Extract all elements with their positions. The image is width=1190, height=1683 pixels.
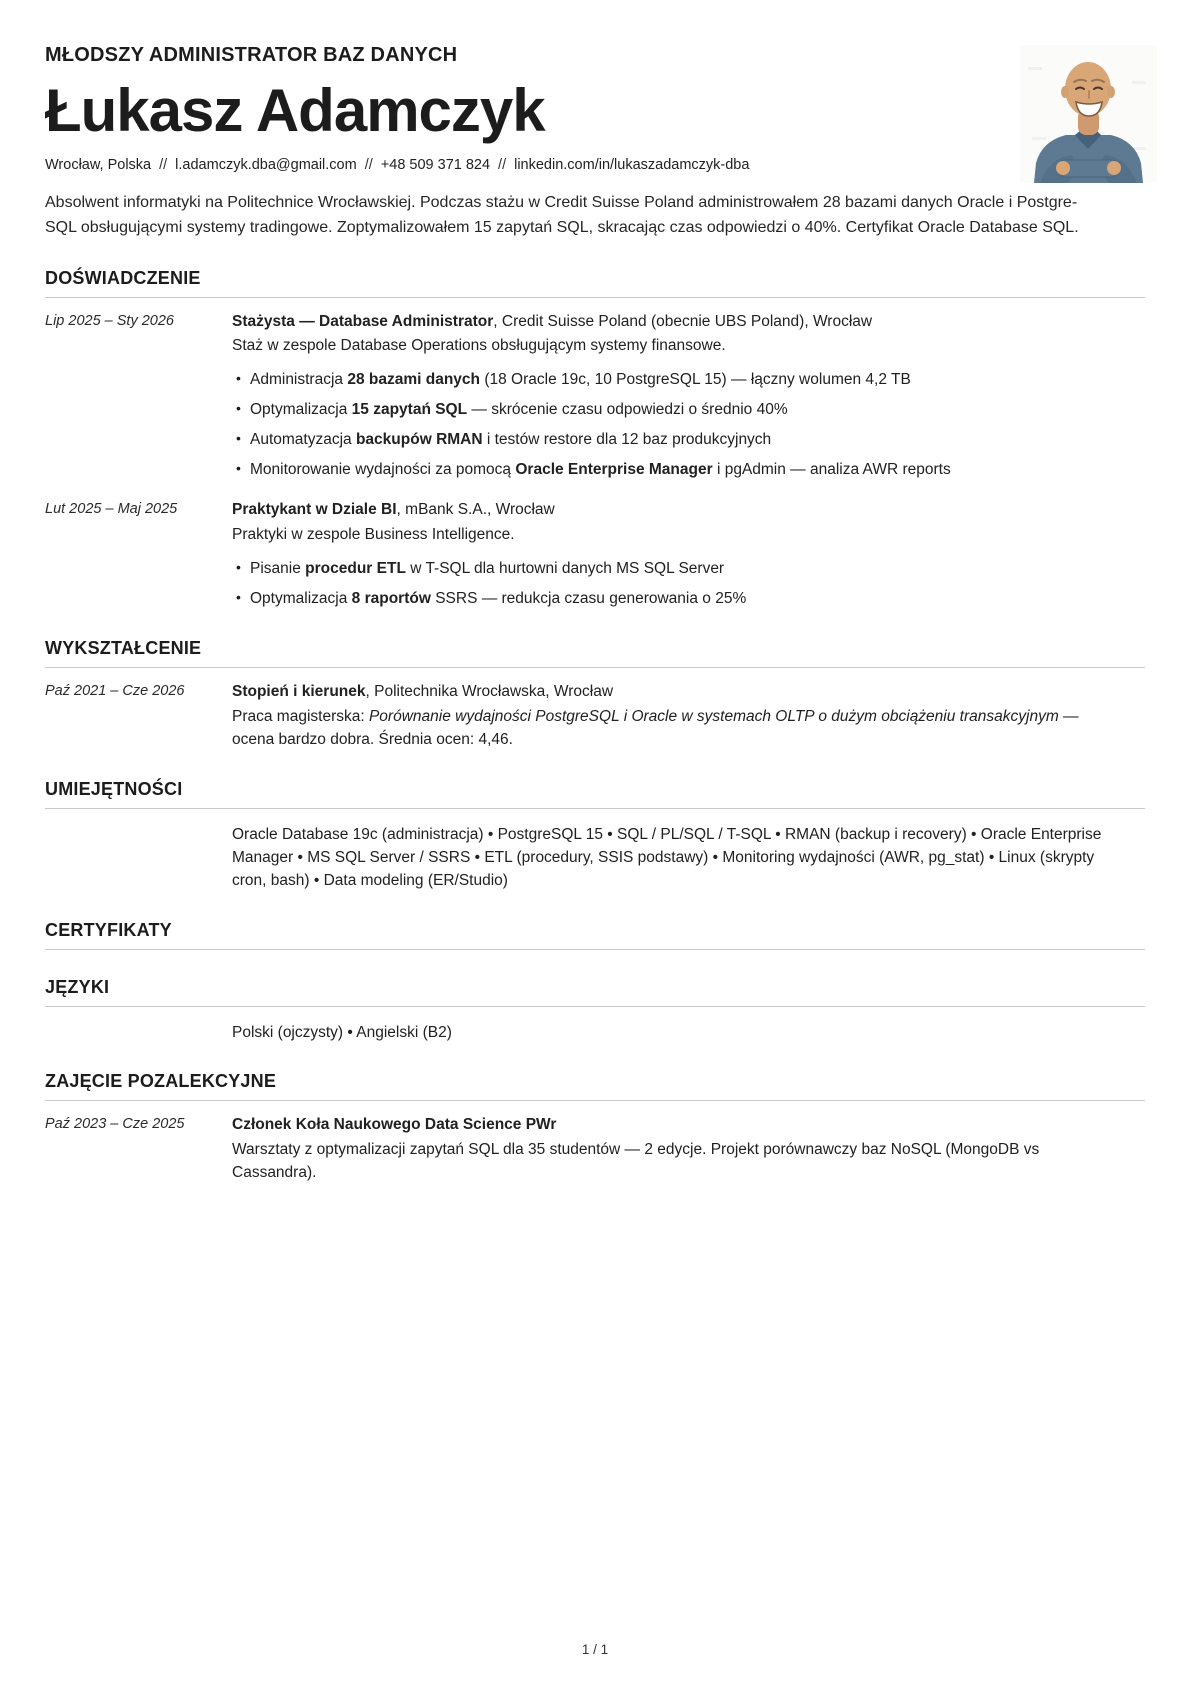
bold-text: backupów RMAN <box>355 431 483 449</box>
text-run: Polski (ojczysty) • Angielski (B2) <box>232 1023 452 1041</box>
contact-separator: // <box>364 157 373 173</box>
bullet-item <box>232 369 1104 392</box>
contact-separator: // <box>159 157 168 173</box>
contact-row <box>45 157 1145 173</box>
entry-row <box>45 681 1145 752</box>
entry-row <box>45 1114 1145 1185</box>
bold-text: 28 bazami danych <box>347 371 481 389</box>
text-run: — skrócenie czasu odpowiedzi o średnio 40% <box>467 401 788 419</box>
role-title: MŁODSZY ADMINISTRATOR BAZ DANYCH <box>45 44 458 66</box>
resume-section <box>45 268 1145 611</box>
section-divider <box>45 808 1145 809</box>
entry-content <box>232 822 1104 893</box>
entry-content <box>232 681 1104 752</box>
entry-row <box>45 499 1145 611</box>
entry-body <box>232 1022 1104 1045</box>
text-run: w T-SQL dla hurtowni danych MS SQL Server <box>405 560 725 578</box>
text-run: Pisanie <box>250 560 306 578</box>
entry-bullet-list <box>232 558 1104 611</box>
bullet-item <box>232 399 1104 422</box>
entry-content <box>232 1020 1104 1045</box>
entry-row <box>45 1020 1145 1045</box>
entry-subtitle: Staż w zespole Database Operations obsługującym systemy finansowe. <box>232 337 726 355</box>
entry-content <box>232 1114 1104 1185</box>
text-run: Praca magisterska: <box>232 707 369 725</box>
text-run: Warsztaty z optymalizacji zapytań SQL dla 35 studentów — 2 edycje. Projekt porównawczy baz NoSQL (MongoDB vs Cassandra). <box>232 1141 1040 1182</box>
summary <box>45 190 1145 241</box>
text-run: Optymalizacja <box>250 401 352 419</box>
bullet-item <box>232 588 1104 611</box>
text-run: , Credit Suisse Poland (obecnie UBS Poland), Wrocław <box>493 312 873 330</box>
entry-title <box>232 1114 1104 1137</box>
text-run: Automatyzacja <box>250 431 356 449</box>
entry-date: Paź 2021 – Cze 2026 <box>45 682 185 699</box>
section-title: JĘZYKI <box>45 976 110 997</box>
entry-bullet-list <box>232 369 1104 482</box>
entry-date <box>45 822 232 893</box>
resume-section <box>45 920 1145 950</box>
person-name: Łukasz Adamczyk <box>45 77 545 144</box>
section-title: UMIEJĘTNOŚCI <box>45 778 183 799</box>
text-run: Oracle Database 19c (administracja) • PostgreSQL 15 • SQL / PL/SQL / T-SQL • RMAN (backup i recovery) • Oracle Enterprise Manager • MS SQL Server / SSRS • ETL (procedury, SSIS podstawy) • Monitoring wydajności (AWR, pg_stat) • Linux (skrypty cron, bash) • Data modeling (ER/Studio) <box>232 825 1102 889</box>
entry-date: Lip 2025 – Sty 2026 <box>45 312 174 329</box>
bullet-item <box>232 459 1104 482</box>
entry-row <box>45 822 1145 893</box>
section-divider <box>45 297 1145 298</box>
entry-body <box>232 824 1104 893</box>
text-run: Monitorowanie wydajności za pomocą <box>250 461 516 479</box>
contact-separator: // <box>498 157 507 173</box>
entry-subtitle: Praktyki w zespole Business Intelligence. <box>232 526 515 544</box>
text-run: Administracja <box>250 371 348 389</box>
text-run: , mBank S.A., Wrocław <box>396 501 555 519</box>
text-run: i testów restore dla 12 baz produkcyjnych <box>482 431 772 449</box>
text-run: (18 Oracle 19c, 10 PostgreSQL 15) — łączny wolumen 4,2 TB <box>480 371 911 389</box>
contact-item: Wrocław, Polska <box>45 157 152 173</box>
entry-date: Paź 2023 – Cze 2025 <box>45 1116 185 1133</box>
section-divider <box>45 667 1145 668</box>
contact-item: linkedin.com/in/lukaszadamczyk-dba <box>514 157 750 173</box>
sections <box>45 268 1145 1186</box>
bold-text: Praktykant w Dziale BI <box>232 501 397 519</box>
section-title: WYKSZTAŁCENIE <box>45 637 202 658</box>
bold-text: procedur ETL <box>305 560 406 578</box>
entry-date: Lut 2025 – Maj 2025 <box>45 501 178 518</box>
bold-text: Stopień i kierunek <box>232 682 366 700</box>
section-title: ZAJĘCIE POZALEKCYJNE <box>45 1071 277 1092</box>
resume-section <box>45 977 1145 1045</box>
entry-title <box>232 311 1104 334</box>
text-run: Optymalizacja <box>250 589 352 607</box>
profile-photo <box>1020 45 1157 183</box>
contact-item: l.adamczyk.dba@gmail.com <box>175 157 357 173</box>
text-run: , Politechnika Wrocławska, Wrocław <box>365 682 614 700</box>
resume-section <box>45 779 1145 893</box>
profile-photo-illustration <box>1020 45 1157 183</box>
section-divider <box>45 1100 1145 1101</box>
bold-text: 8 raportów <box>351 589 431 607</box>
text-run: i pgAdmin — analiza AWR reports <box>712 461 951 479</box>
text-run: — ocena bardzo dobra. Średnia ocen: 4,46. <box>232 707 1079 748</box>
entry-date <box>45 1020 232 1045</box>
bold-text: Stażysta — Database Administrator <box>232 312 494 330</box>
summary-line: SQL obsługującymi systemy tradingowe. Zoptymalizowałem 15 zapytań SQL, skracając czas odpowiedzi o 40%. Certyfikat Oracle Database SQL. <box>45 219 1079 237</box>
section-title: DOŚWIADCZENIE <box>45 267 201 288</box>
entry-body <box>232 706 1104 752</box>
section-divider <box>45 1006 1145 1007</box>
section-divider <box>45 949 1145 950</box>
resume-section <box>45 1071 1145 1185</box>
entry-content <box>232 311 1104 483</box>
section-title: CERTYFIKATY <box>45 919 172 940</box>
resume-section <box>45 638 1145 752</box>
entry-body <box>232 1139 1104 1185</box>
entry-title <box>232 681 1104 704</box>
text-run: SSRS — redukcja czasu generowania o 25% <box>430 589 747 607</box>
entry-title <box>232 499 1104 522</box>
bullet-item <box>232 558 1104 581</box>
contact-item: +48 509 371 824 <box>380 157 491 173</box>
entry-row <box>45 311 1145 483</box>
bold-text: Oracle Enterprise Manager <box>515 461 713 479</box>
page-indicator: 1 / 1 <box>581 1642 609 1657</box>
bold-text: 15 zapytań SQL <box>351 401 468 419</box>
bold-text: Członek Koła Naukowego Data Science PWr <box>232 1116 557 1134</box>
entry-content <box>232 499 1104 611</box>
italic-text: Porównanie wydajności PostgreSQL i Oracle w systemach OLTP o dużym obciążeniu transakcyjnym <box>368 707 1059 725</box>
summary-line: Absolwent informatyki na Politechnice Wrocławskiej. Podczas stażu w Credit Suisse Poland administrowałem 28 bazami danych Oracle i Postgre- <box>45 194 1078 211</box>
bullet-item <box>232 429 1104 452</box>
